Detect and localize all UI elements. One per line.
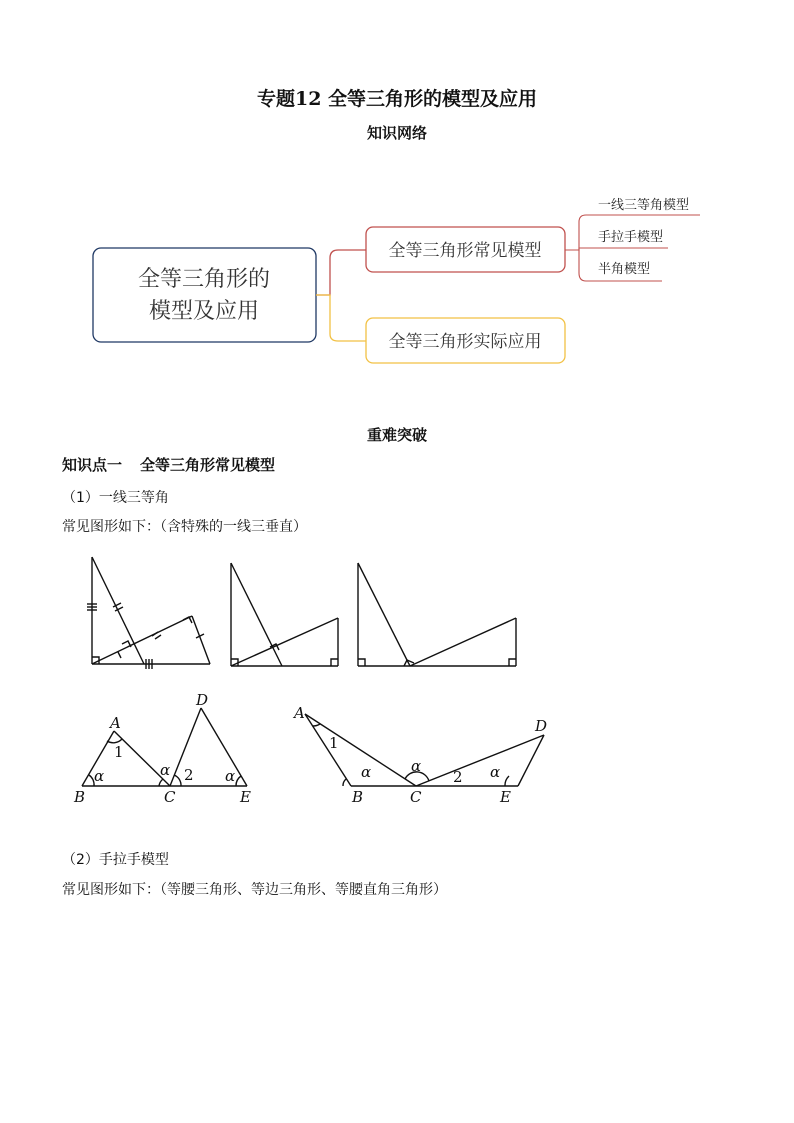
fig4-alpha-B: α xyxy=(94,767,105,785)
fig5-label-C: C xyxy=(410,788,422,806)
fig5-angle-2: 2 xyxy=(453,768,463,786)
fig5-label-A: A xyxy=(294,704,305,722)
fig4-angle-1: 1 xyxy=(114,743,124,761)
fig4-alpha-E: α xyxy=(225,767,236,785)
mindmap-leaf-2: 手拉手模型 xyxy=(598,230,664,245)
fig4-angle-2: 2 xyxy=(184,766,194,784)
connector-branch2 xyxy=(316,295,366,341)
fig5-label-B: B xyxy=(352,788,364,806)
mindmap-root-line2: 模型及应用 xyxy=(148,299,260,324)
fig4-label-E: E xyxy=(240,788,251,806)
fig4-label-D: D xyxy=(196,691,209,709)
item1-heading: （1）一线三等角 xyxy=(62,490,169,506)
figure-3-perpendicular-variant xyxy=(358,563,516,666)
mindmap-root-line1: 全等三角形的 xyxy=(137,267,271,292)
fig4-label-B: B xyxy=(74,788,86,806)
fig5-alpha-B: α xyxy=(361,763,372,781)
knowledge-point-topic: 全等三角形常见模型 xyxy=(140,456,276,474)
fig5-alpha-E: α xyxy=(490,763,501,781)
section-subtitle-knowledge-network: 知识网络 xyxy=(366,124,427,142)
mindmap-leaf-1: 一线三等角模型 xyxy=(598,198,690,213)
mindmap-branch2-label: 全等三角形实际应用 xyxy=(388,332,542,352)
fig5-alpha-C: α xyxy=(411,757,422,775)
mindmap-leaf-3: 半角模型 xyxy=(598,262,651,277)
page-title: 专题12 全等三角形的模型及应用 xyxy=(256,88,538,110)
fig4-label-C: C xyxy=(164,788,176,806)
figure-1-three-right-angles xyxy=(87,557,210,669)
mindmap-root-box xyxy=(93,248,316,342)
figure-4-three-equal-angles-acute xyxy=(82,708,247,786)
fig5-label-D: D xyxy=(535,717,548,735)
section-heading: 重难突破 xyxy=(366,426,427,444)
knowledge-point-label: 知识点一 xyxy=(62,456,123,474)
figure-5-three-equal-angles-obtuse xyxy=(305,714,544,786)
knowledge-point-heading xyxy=(62,454,275,475)
mindmap-branch1-label: 全等三角形常见模型 xyxy=(388,241,542,261)
fig4-alpha-C: α xyxy=(160,761,171,779)
item2-heading: （2）手拉手模型 xyxy=(62,852,169,868)
fig5-angle-1: 1 xyxy=(329,734,339,752)
figure-2-one-line-three-perpendiculars xyxy=(231,563,338,666)
connector-leaf2 xyxy=(565,248,668,250)
connector-branch1 xyxy=(316,250,366,295)
mindmap xyxy=(0,0,794,400)
item1-description: 常见图形如下：（含特殊的一线三垂直） xyxy=(62,519,307,535)
item2-description: 常见图形如下：（等腰三角形、等边三角形、等腰直角三角形） xyxy=(62,882,447,898)
fig5-label-E: E xyxy=(500,788,511,806)
fig4-label-A: A xyxy=(110,714,121,732)
